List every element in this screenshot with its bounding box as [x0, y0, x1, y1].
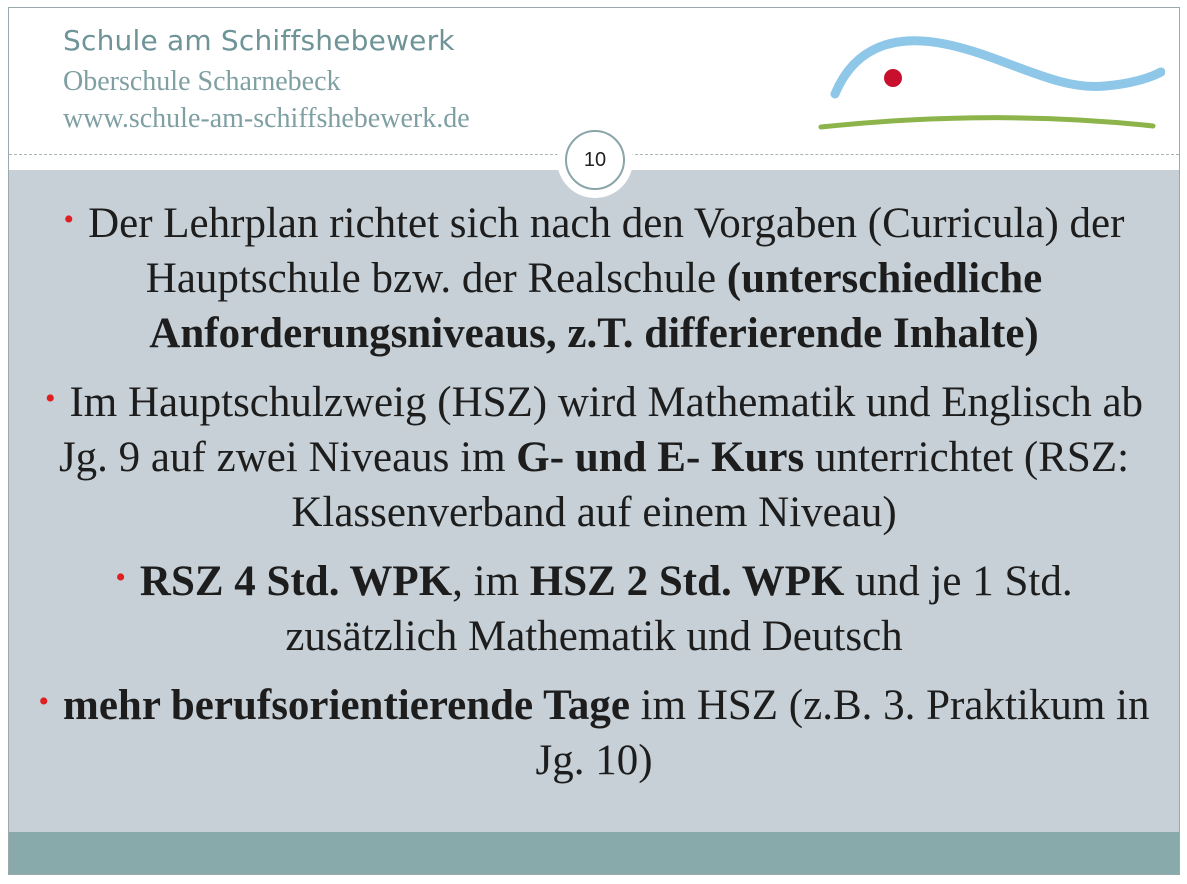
- bullet-text-bold: HSZ 2 Std. WPK: [529, 558, 845, 605]
- bullet-text: und je 1 Std. zusätzlich Mathematik und Deutsch: [285, 558, 1073, 660]
- bullet-text-bold: RSZ 4 Std. WPK: [139, 558, 453, 605]
- bullet-dot-icon: •: [115, 561, 126, 594]
- bullet-dot-icon: •: [63, 203, 75, 236]
- logo-ground-line-icon: [821, 118, 1153, 127]
- bullet-list: [9, 192, 1179, 798]
- page-number: 10: [565, 130, 625, 190]
- logo-dot-icon: [884, 69, 902, 87]
- bullet-text: im HSZ (z.B. 3. Praktikum in Jg. 10): [535, 682, 1150, 784]
- school-type: Oberschule Scharnebeck: [63, 66, 341, 97]
- slide: [8, 7, 1180, 875]
- footer-bar: [9, 832, 1179, 874]
- bullet-dot-icon: •: [38, 685, 49, 718]
- bullet-text: unterrichtet (RSZ: Klassenverband auf einem Niveau): [291, 434, 1130, 536]
- school-name: Schule am Schiffshebewerk: [63, 24, 455, 57]
- bullet-text: Im Hauptschulzweig (HSZ) wird Mathematik und Englisch ab Jg. 9 auf zwei Niveaus im: [58, 379, 1144, 481]
- bullet-text-bold: mehr berufsorientierende Tage: [63, 682, 630, 729]
- bullet-item: [9, 192, 1179, 361]
- page-number-badge: [557, 122, 633, 198]
- bullet-text: Der Lehrplan richtet sich nach den Vorgaben (Curricula) der Hauptschule bzw. der Realschule: [88, 200, 1125, 302]
- bullet-text-bold: (unterschiedliche Anforderungsniveaus, z.T. differierende Inhalte): [149, 255, 1043, 357]
- school-logo-icon: [805, 26, 1165, 136]
- bullet-item: [9, 674, 1179, 788]
- bullet-item: [9, 550, 1179, 664]
- logo-wave-icon: [835, 41, 1161, 94]
- bullet-item: [9, 371, 1179, 540]
- bullet-dot-icon: •: [44, 382, 56, 415]
- school-website: www.schule-am-schiffshebewerk.de: [63, 103, 470, 134]
- bullet-text: , im: [452, 558, 530, 605]
- bullet-text-bold: G- und E- Kurs: [516, 434, 805, 481]
